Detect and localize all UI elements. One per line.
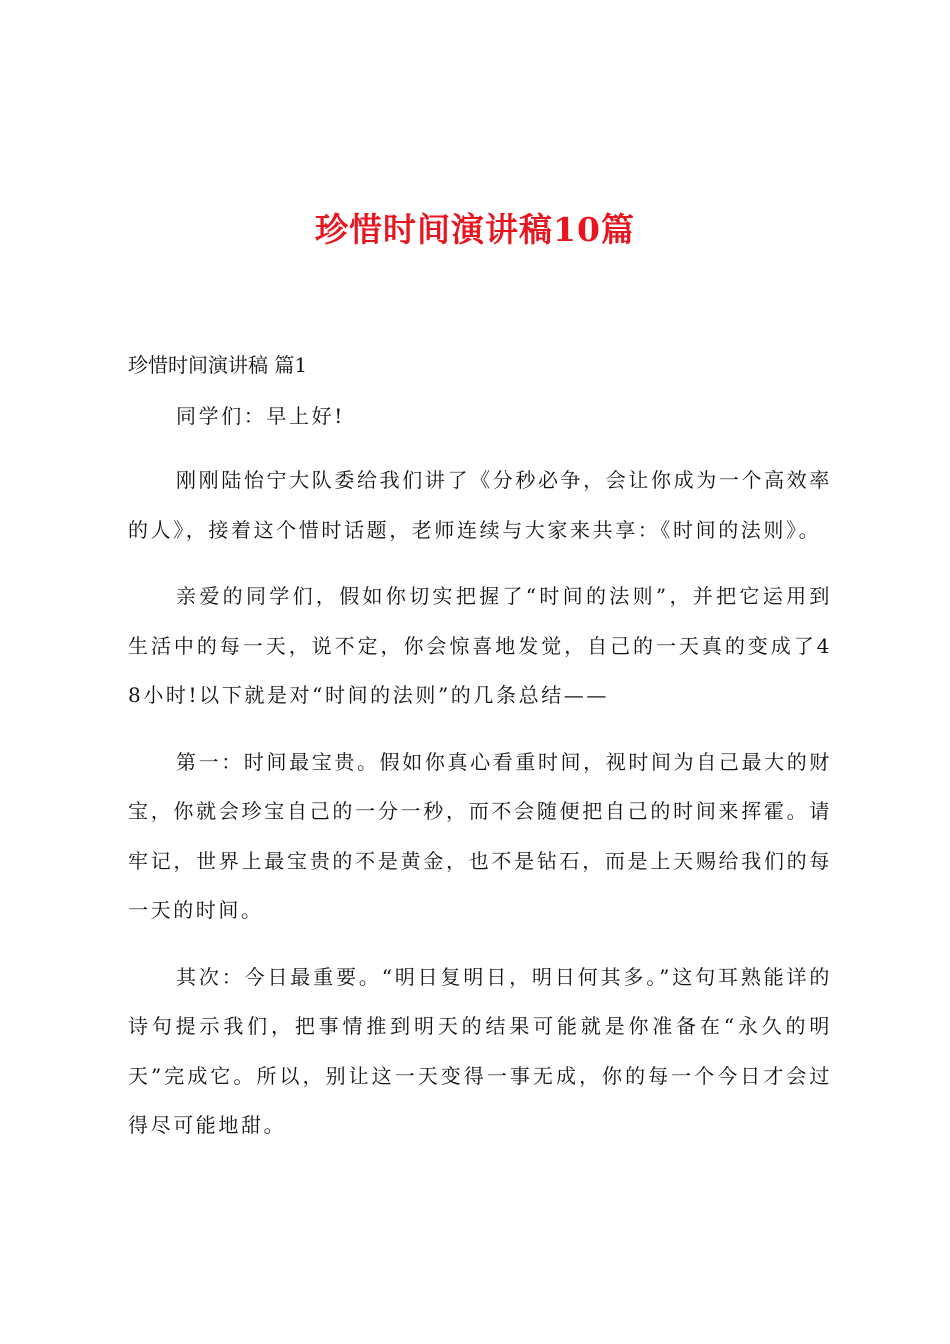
greeting-paragraph: 同学们：早上好! [176,404,345,428]
document-body [128,348,832,1168]
paragraph-second-point: 其次：今日最重要。“明日复明日，明日何其多。”这句耳熟能详的诗句提示我们，把事情推到明天的结果可能就是你准备在“永久的明天”完成它。所以，别让这一天变得一事无成，你的每一个今日才会过得尽可能地甜。 [128,964,832,1137]
document-title: 珍惜时间演讲稿10篇 [315,210,635,249]
section-heading: 珍惜时间演讲稿 篇1 [128,353,308,377]
paragraph-intro: 刚刚陆怡宁大队委给我们讲了《分秒必争，会让你成为一个高效率的人》，接着这个惜时话题，老师连续与大家来共享：《时间的法则》。 [128,468,832,542]
paragraph-time-law: 亲爱的同学们，假如你切实把握了“时间的法则”，并把它运用到生活中的每一天，说不定，你会惊喜地发觉，自己的一天真的变成了48小时!以下就是对“时间的法则”的几条总结—— [128,584,832,707]
paragraph-first-point: 第一：时间最宝贵。假如你真心看重时间，视时间为自己最大的财宝，你就会珍宝自己的一分一秒，而不会随便把自己的时间来挥霍。请牢记，世界上最宝贵的不是黄金，也不是钻石，而是上天赐给我们的每一天的时间。 [128,749,832,922]
